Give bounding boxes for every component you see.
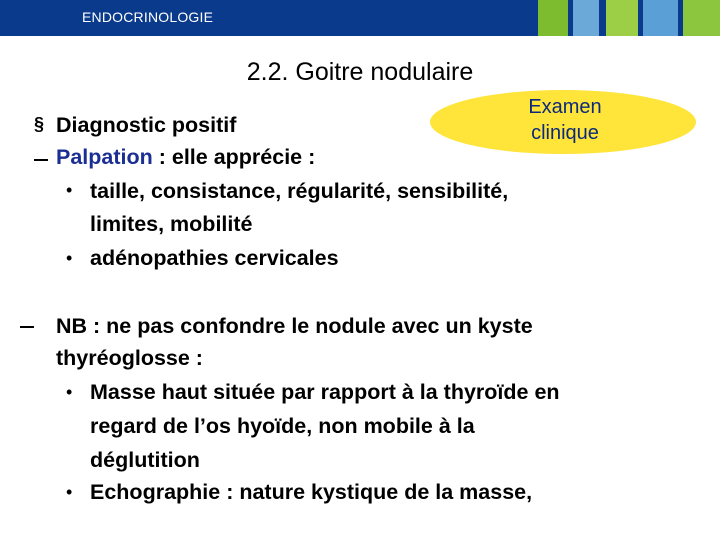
badge-line2: clinique [531, 122, 599, 144]
header-decoration-block [643, 0, 678, 36]
line-regard: regard de l’os hyoïde, non mobile à la [90, 414, 475, 438]
header-decoration-block [683, 0, 720, 36]
line-palpation [56, 145, 315, 170]
line-thyreoglosse: thyréoglosse : [56, 346, 203, 370]
line-diagnostic: Diagnostic positif [56, 113, 237, 137]
header-decoration-block [538, 0, 568, 36]
dash-bullet-icon [20, 326, 34, 328]
line-deglutition: déglutition [90, 448, 200, 472]
line-limites: limites, mobilité [90, 212, 253, 236]
dot-bullet-icon: • [66, 180, 73, 200]
line-echographie: Echographie : nature kystique de la masse, [90, 480, 533, 504]
dash-bullet-icon [34, 159, 48, 161]
badge-text [490, 94, 640, 146]
line-masse: Masse haut située par rapport à la thyroïde en [90, 380, 560, 404]
square-bullet-icon: § [34, 114, 45, 134]
dot-bullet-icon: • [66, 248, 73, 268]
header-decoration-block [573, 0, 599, 36]
line-nb: NB : ne pas confondre le nodule avec un kyste [56, 314, 533, 338]
header-title: ENDOCRINOLOGIE [82, 9, 214, 25]
dot-bullet-icon: • [66, 482, 73, 502]
line-taille: taille, consistance, régularité, sensibilité, [90, 179, 509, 203]
dot-bullet-icon: • [66, 382, 73, 402]
slide-title: 2.2. Goitre nodulaire [246, 58, 474, 86]
palpation-rest: : elle apprécie : [152, 145, 316, 169]
header-decoration-block [606, 0, 638, 36]
line-adenopathies: adénopathies cervicales [90, 246, 339, 270]
badge-line1: Examen [528, 96, 602, 118]
palpation-label: Palpation [56, 145, 153, 169]
